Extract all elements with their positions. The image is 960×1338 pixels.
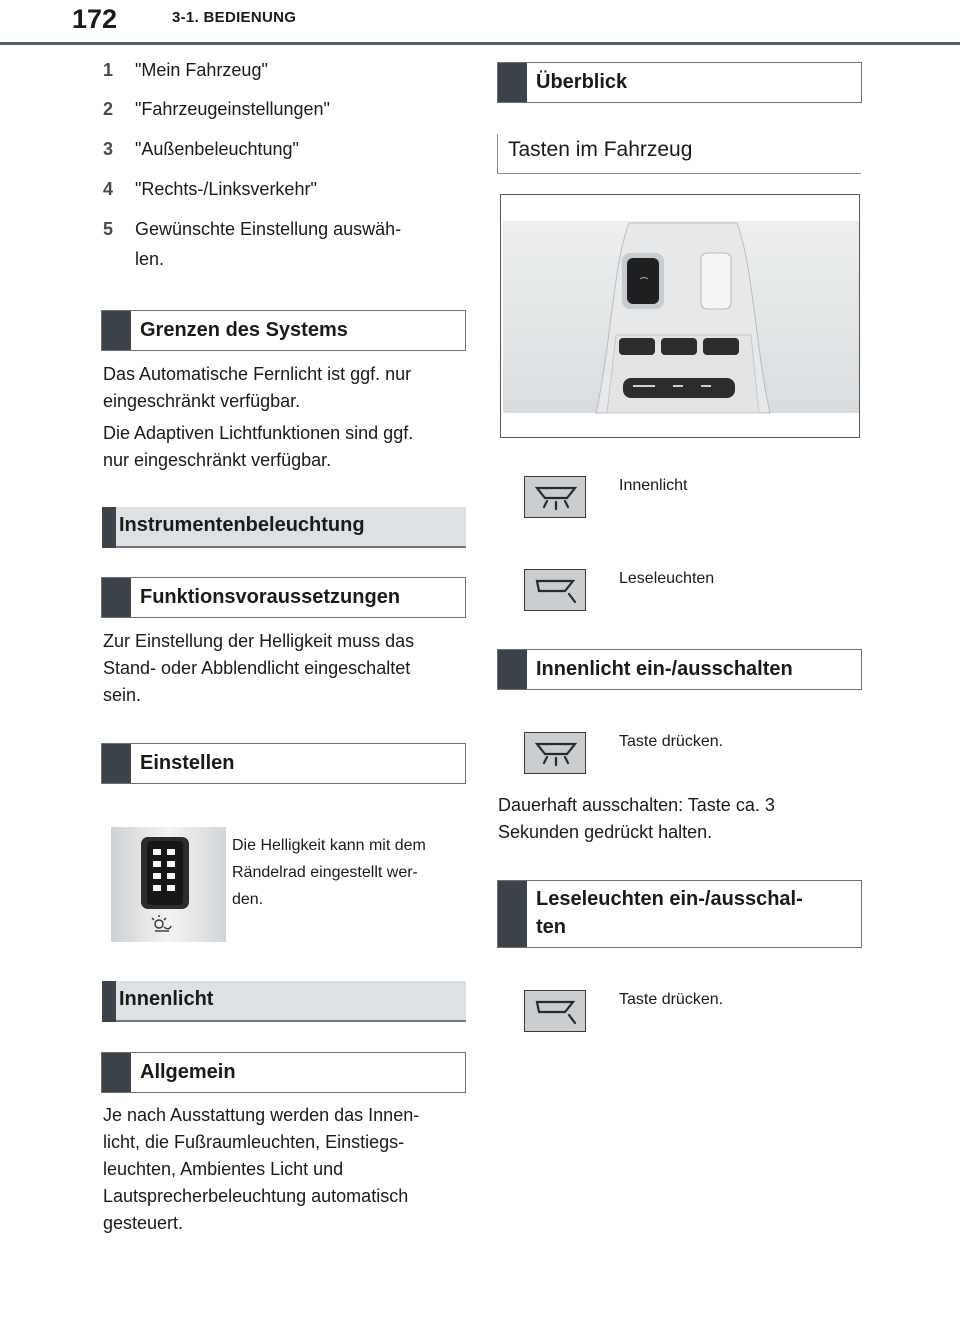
text-line: Stand- oder Abblendlicht eingeschaltet xyxy=(103,658,411,678)
heading-text: Funktionsvoraussetzungen xyxy=(140,586,401,608)
instruction-text: Taste drücken. xyxy=(619,733,724,750)
interior-light-button-image xyxy=(524,732,586,774)
instruction-text: Taste drücken. xyxy=(619,991,724,1008)
text-line: Zur Einstellung der Helligkeit muss das xyxy=(103,631,415,651)
dimmer-wheel-image xyxy=(111,827,226,942)
header-rule xyxy=(0,42,960,45)
overhead-console-figure xyxy=(500,194,860,438)
heading-grenzen-des-systems xyxy=(101,310,466,351)
step-number: 3 xyxy=(103,139,114,159)
reading-light-icon xyxy=(525,991,587,1033)
text-line: Je nach Ausstattung werden das Innen- xyxy=(103,1105,420,1125)
interior-light-icon xyxy=(525,733,587,775)
allgemein-paragraph xyxy=(103,1102,419,1237)
interior-light-label: Innenlicht xyxy=(619,477,688,494)
heading-text: Überblick xyxy=(536,71,628,93)
text-line: Lautsprecherbeleuchtung automatisch xyxy=(103,1186,409,1206)
heading-innenlicht-ein-ausschalten xyxy=(497,649,862,690)
chapter-title: 3-1. BEDIENUNG xyxy=(172,9,297,26)
text-line: Die Adaptiven Lichtfunktionen sind ggf. xyxy=(103,423,414,443)
text-line: licht, die Fußraumleuchten, Einstiegs- xyxy=(103,1132,405,1152)
step-text: "Fahrzeugeinstellungen" xyxy=(135,99,330,119)
heading-text: Grenzen des Systems xyxy=(140,319,348,341)
heading-bar xyxy=(102,311,131,350)
heading-text: Innenlicht ein-/ausschalten xyxy=(536,658,793,680)
overhead-console-illustration xyxy=(501,195,859,437)
text-line: nur eingeschränkt verfügbar. xyxy=(103,450,332,470)
heading-instrumentenbeleuchtung xyxy=(102,507,466,548)
heading-bar xyxy=(498,881,527,947)
subheading-tasten-im-fahrzeug xyxy=(497,134,861,174)
heading-text: Innenlicht xyxy=(119,988,214,1010)
heading-bar xyxy=(102,744,131,783)
einstellen-text xyxy=(232,832,426,913)
reading-light-button-image xyxy=(524,990,586,1032)
heading-text: Instrumentenbeleuchtung xyxy=(119,514,365,536)
heading-bar xyxy=(102,507,116,548)
heading-bar xyxy=(102,578,131,617)
heading-ueberblick xyxy=(497,62,862,103)
step-text: Gewünschte Einstellung auswäh- xyxy=(135,219,402,239)
subheading-text: Tasten im Fahrzeug xyxy=(508,138,693,161)
reading-light-label: Leseleuchten xyxy=(619,570,715,587)
text-line: eingeschränkt verfügbar. xyxy=(103,391,301,411)
step-number: 5 xyxy=(103,219,114,239)
heading-innenlicht xyxy=(102,981,466,1022)
step-number: 2 xyxy=(103,99,114,119)
step-text: "Mein Fahrzeug" xyxy=(135,60,268,80)
page-number: 172 xyxy=(72,4,118,34)
interior-light-icon xyxy=(525,477,587,519)
reading-light-button-image xyxy=(524,569,586,611)
text-line: Das Automatische Fernlicht ist ggf. nur xyxy=(103,364,412,384)
step-text: "Außenbeleuchtung" xyxy=(135,139,299,159)
text-line: Die Helligkeit kann mit dem xyxy=(232,837,426,854)
dimmer-wheel-icon xyxy=(111,827,226,942)
step-number: 4 xyxy=(103,179,114,199)
step-number: 1 xyxy=(103,60,114,80)
heading-leseleuchten-ein-ausschalten xyxy=(497,880,862,948)
heading-text: Allgemein xyxy=(140,1061,236,1083)
text-line: Dauerhaft ausschalten: Taste ca. 3 xyxy=(498,795,775,815)
grenzen-paragraph-1 xyxy=(103,361,411,415)
step-text: len. xyxy=(135,249,165,269)
heading-bar xyxy=(102,1053,131,1092)
text-line: gesteuert. xyxy=(103,1213,184,1233)
heading-allgemein xyxy=(101,1052,466,1093)
text-line: leuchten, Ambientes Licht und xyxy=(103,1159,344,1179)
heading-funktionsvoraussetzungen xyxy=(101,577,466,618)
heading-line: Leseleuchten ein-/ausschal- xyxy=(536,888,803,910)
text-line: sein. xyxy=(103,685,142,705)
heading-text xyxy=(536,885,803,941)
step-text: "Rechts-/Linksverkehr" xyxy=(135,179,317,199)
grenzen-paragraph-2 xyxy=(103,420,413,474)
funktions-paragraph xyxy=(103,628,414,709)
page-header xyxy=(0,0,960,46)
text-line: Rändelrad eingestellt wer- xyxy=(232,864,418,881)
text-line: Sekunden gedrückt halten. xyxy=(498,822,713,842)
dauerhaft-paragraph xyxy=(498,792,775,846)
interior-light-button-image xyxy=(524,476,586,518)
text-line: den. xyxy=(232,891,264,908)
heading-bar xyxy=(498,650,527,689)
heading-einstellen xyxy=(101,743,466,784)
reading-light-icon xyxy=(525,570,587,612)
heading-line: ten xyxy=(536,916,566,938)
heading-bar xyxy=(498,63,527,102)
heading-text: Einstellen xyxy=(140,752,235,774)
heading-bar xyxy=(102,981,116,1022)
